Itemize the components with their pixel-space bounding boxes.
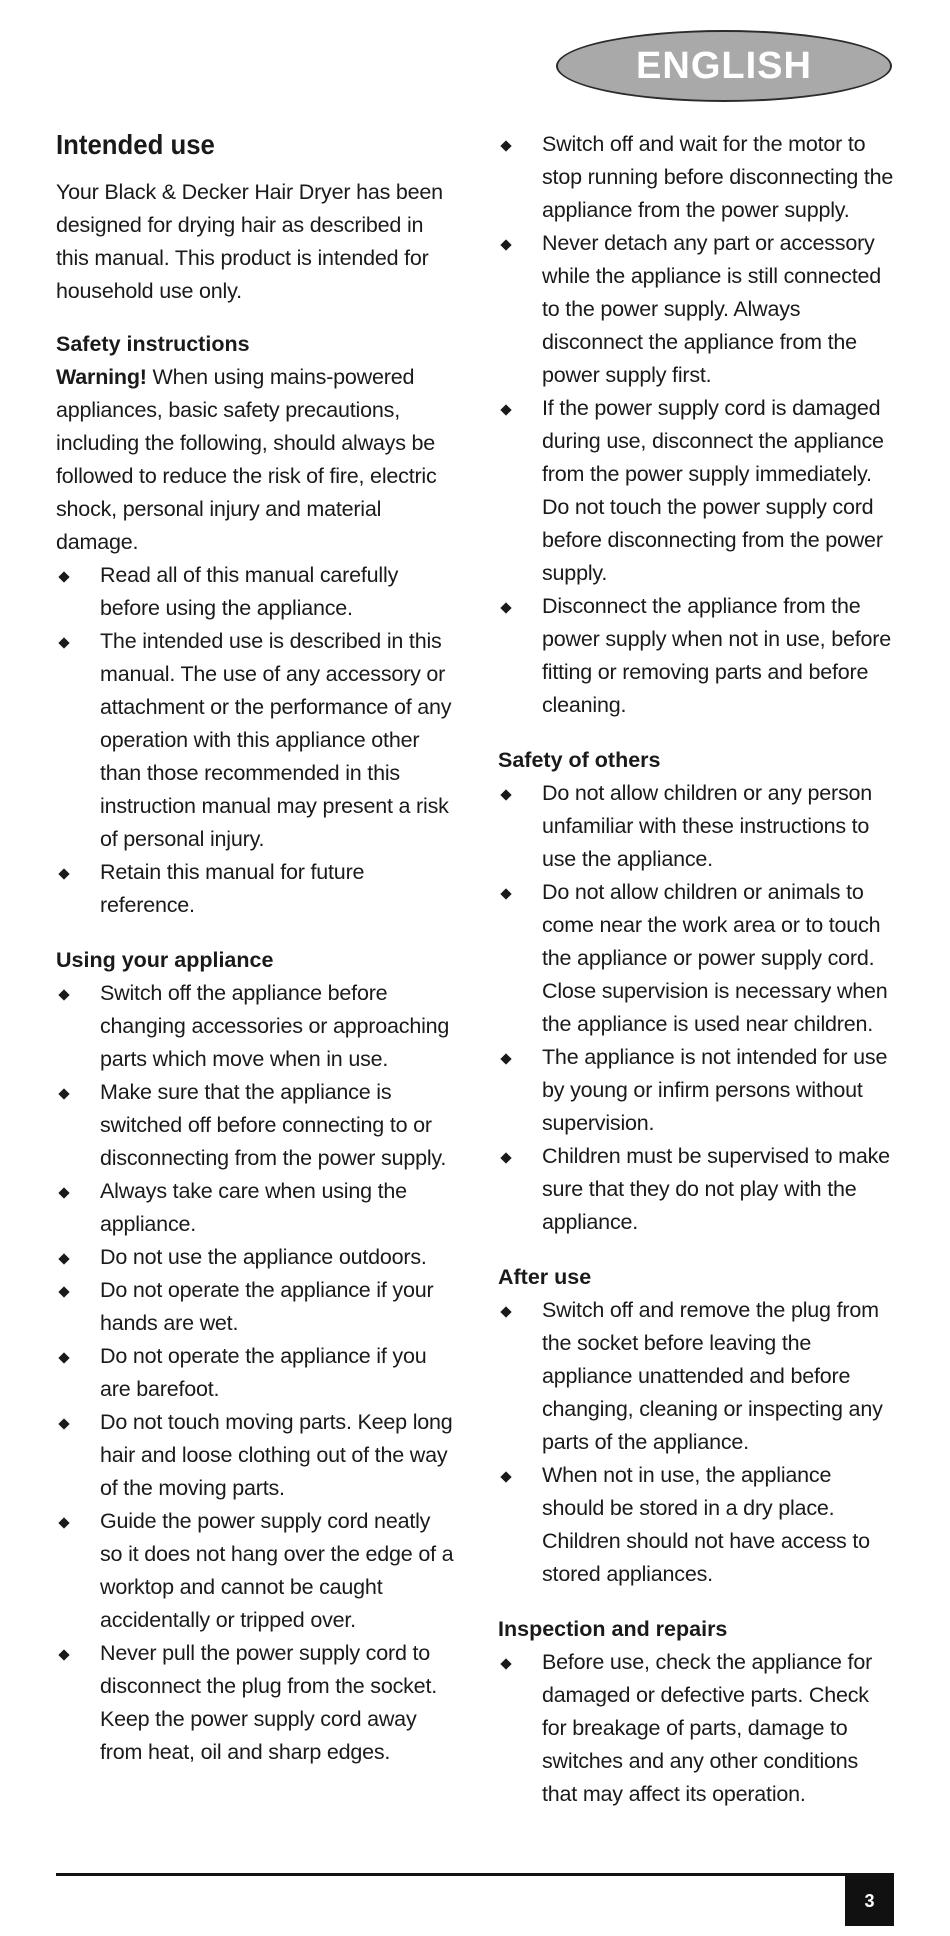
bullet-diamond-icon (500, 1306, 511, 1317)
bullet-diamond-icon (500, 239, 511, 250)
list-item: Guide the power supply cord neatly so it does not hang over the edge of a worktop and cannot be caught accidentally or tripped over. (56, 1505, 456, 1637)
bullet-diamond-icon (58, 1187, 69, 1198)
safety-of-others-title: Safety of others (498, 748, 661, 772)
bullet-diamond-icon (58, 1649, 69, 1660)
list-item: Switch off and remove the plug from the socket before leaving the appliance unattended and before changing, cleaning or inspecting any parts of the appliance. (498, 1294, 898, 1459)
list-item: Do not allow children or animals to come near the work area or to touch the appliance or power supply cord. Close supervision is necessary when the appliance is used near children. (498, 876, 898, 1041)
using-list (56, 977, 456, 1769)
bullet-diamond-icon (500, 1152, 511, 1163)
bullet-diamond-icon (500, 602, 511, 613)
list-item: Disconnect the appliance from the power supply when not in use, before fitting or removing parts and before cleaning. (498, 590, 898, 722)
bullet-diamond-icon (500, 888, 511, 899)
list-item: Never detach any part or accessory while the appliance is still connected to the power supply. Always disconnect the appliance from the power supply first. (498, 227, 898, 392)
inspection-list (498, 1646, 898, 1811)
page-number: 3 (864, 1890, 875, 1911)
safety-warning-paragraph (56, 361, 456, 559)
warning-text: When using mains-powered appliances, basic safety precautions, including the following, should always be followed to reduce the risk of fire, electric shock, personal injury and material damage. (56, 364, 437, 554)
language-label: ENGLISH (636, 44, 812, 87)
using-list-continued (498, 128, 898, 722)
inspection-repairs-title: Inspection and repairs (498, 1617, 728, 1641)
language-badge (556, 30, 892, 102)
list-item: When not in use, the appliance should be stored in a dry place. Children should not have access to stored appliances. (498, 1459, 898, 1591)
intended-use-title: Intended use (56, 129, 215, 160)
bullet-diamond-icon (58, 868, 69, 879)
list-item: Read all of this manual carefully before using the appliance. (56, 559, 456, 625)
bullet-diamond-icon (500, 1658, 511, 1669)
list-item: Do not touch moving parts. Keep long hair and loose clothing out of the way of the moving parts. (56, 1406, 456, 1505)
bullet-diamond-icon (58, 1517, 69, 1528)
bullet-diamond-icon (58, 989, 69, 1000)
bullet-diamond-icon (58, 1352, 69, 1363)
bullet-diamond-icon (58, 571, 69, 582)
intended-use-text: Your Black & Decker Hair Dryer has been designed for drying hair as described in this manual. This product is intended for household use only. (56, 179, 443, 303)
bullet-diamond-icon (500, 789, 511, 800)
bullet-diamond-icon (500, 1471, 511, 1482)
safety-list (56, 559, 456, 922)
left-column (56, 128, 456, 1769)
bullet-diamond-icon (500, 1053, 511, 1064)
bullet-diamond-icon (500, 404, 511, 415)
warning-label: Warning! (56, 364, 147, 389)
footer-rule (56, 1873, 894, 1876)
list-item: Switch off the appliance before changing accessories or approaching parts which move when in use. (56, 977, 456, 1076)
bullet-diamond-icon (58, 637, 69, 648)
list-item: Do not allow children or any person unfamiliar with these instructions to use the appliance. (498, 777, 898, 876)
after-use-list (498, 1294, 898, 1591)
page-number-box (845, 1876, 894, 1926)
using-appliance-title: Using your appliance (56, 947, 274, 972)
right-column (498, 128, 898, 1811)
list-item: Retain this manual for future reference. (56, 856, 456, 922)
list-item: Do not use the appliance outdoors. (56, 1241, 456, 1274)
list-item: Before use, check the appliance for damaged or defective parts. Check for breakage of parts, damage to switches and any other conditions that may affect its operation. (498, 1646, 898, 1811)
safety-instructions-title: Safety instructions (56, 331, 250, 356)
bullet-diamond-icon (58, 1088, 69, 1099)
list-item: Never pull the power supply cord to disconnect the plug from the socket. Keep the power supply cord away from heat, oil and sharp edges. (56, 1637, 456, 1769)
bullet-diamond-icon (58, 1418, 69, 1429)
list-item: Make sure that the appliance is switched off before connecting to or disconnecting from the power supply. (56, 1076, 456, 1175)
bullet-diamond-icon (58, 1286, 69, 1297)
after-use-title: After use (498, 1265, 592, 1289)
bullet-diamond-icon (58, 1253, 69, 1264)
list-item: The appliance is not intended for use by young or infirm persons without supervision. (498, 1041, 898, 1140)
list-item: The intended use is described in this manual. The use of any accessory or attachment or the performance of any operation with this appliance other than those recommended in this instruction manual may present a risk of personal injury. (56, 625, 456, 856)
list-item: Switch off and wait for the motor to stop running before disconnecting the appliance from the power supply. (498, 128, 898, 227)
list-item: Always take care when using the appliance. (56, 1175, 456, 1241)
others-list (498, 777, 898, 1239)
list-item: Do not operate the appliance if your hands are wet. (56, 1274, 456, 1340)
list-item: Do not operate the appliance if you are barefoot. (56, 1340, 456, 1406)
list-item: Children must be supervised to make sure that they do not play with the appliance. (498, 1140, 898, 1239)
list-item: If the power supply cord is damaged during use, disconnect the appliance from the power supply immediately. Do not touch the power supply cord before disconnecting from the power supply. (498, 392, 898, 590)
bullet-diamond-icon (500, 140, 511, 151)
